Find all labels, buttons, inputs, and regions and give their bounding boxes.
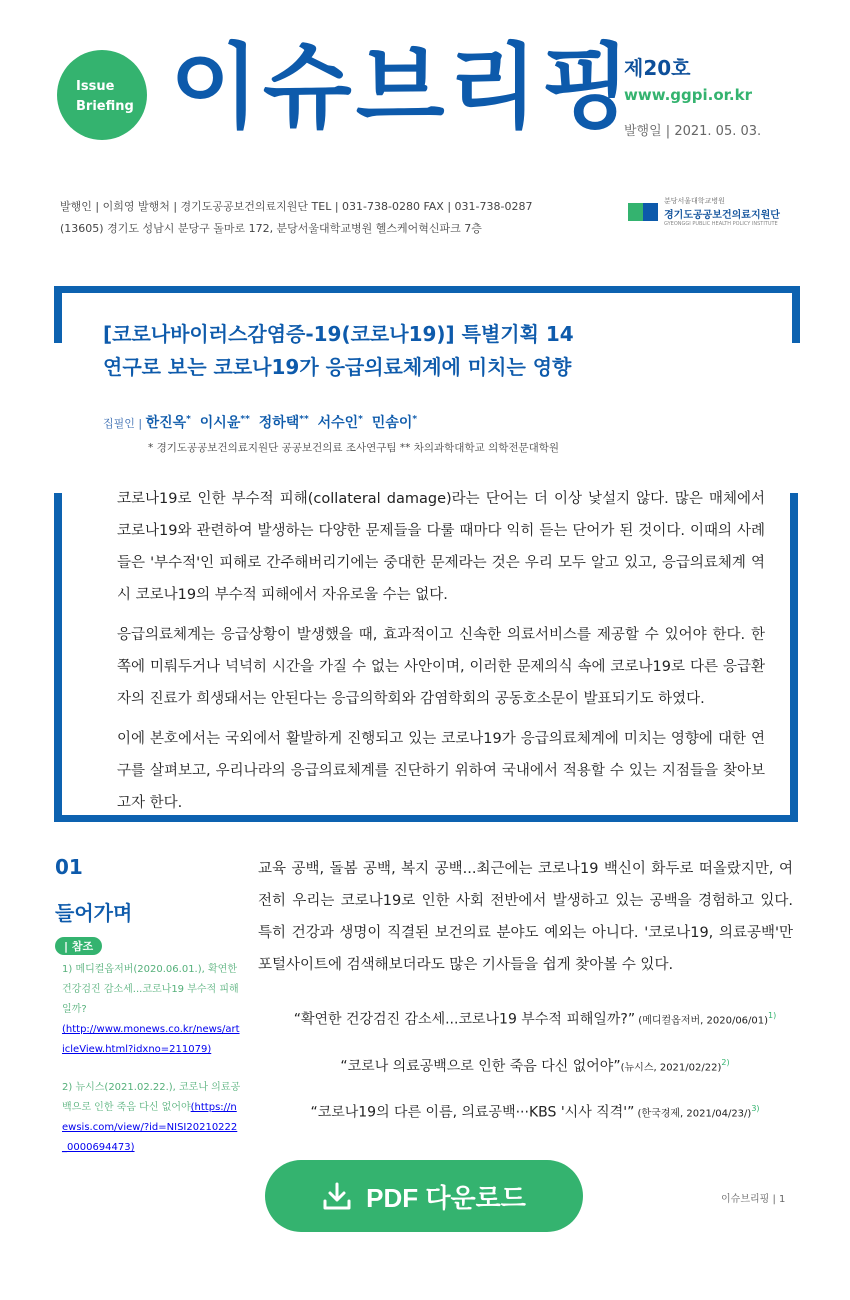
frame-right-top [792, 286, 800, 343]
article-title: [코로나바이러스감염증-19(코로나19)] 특별기획 14 연구로 보는 코로나19가 응급의료체계에 미치는 영향 [103, 322, 574, 379]
publisher-info: 발행인 | 이희영 발행처 | 경기도공공보건의료지원단 TEL | 031-738-0280 FAX | 031-738-0287 (13605) 경기도 성남시 분당구 돌마로 172, 분당서울대학교병원 헬스케어혁신파크 7층 [60, 200, 533, 235]
section-number: 01 [55, 855, 83, 879]
org-logo: 분당서울대학교병원 경기도공공보건의료지원단 GYEONGGI PUBLIC HEALTH POLICY INSTITUTE [628, 196, 780, 227]
author: 정하택** [258, 414, 309, 431]
frame-top [54, 286, 800, 293]
reference-link[interactable]: (http://www.monews.co.kr/news/articleView.html?idxno=211079) [62, 1024, 240, 1055]
author-affiliations: * 경기도공공보건의료지원단 공공보건의료 조사연구팀 ** 차의과학대학교 의학전문대학원 [148, 442, 560, 454]
org-logo-icon [628, 203, 658, 221]
paragraph: 이에 본호에서는 국외에서 활발하게 진행되고 있는 코로나19가 응급의료체계에 미치는 영향에 대한 연구를 살펴보고, 우리나라의 응급의료체계를 진단하기 위하여 국내에서 적용할 수 있는 지점들을 찾아보고자 한다. [117, 731, 765, 811]
publication-title: 이슈브리핑 [170, 34, 635, 141]
reference-link[interactable]: (https://newsis.com/view/?id=NISI20210222_0000694473) [62, 1102, 238, 1153]
authors: 집필인 | 한진옥* 이시윤** 정하택** 서수인* 민솜이* [103, 414, 418, 431]
frame-left-bottom [54, 493, 62, 822]
issue-briefing-badge: Issue Briefing [57, 50, 147, 140]
section-title: 들어가며 [55, 901, 133, 925]
quote: “확연한 건강검진 감소세...코로나19 부수적 피해일까?” (메디컬옵저버, 2020/06/01)$^{1)}$ [293, 1011, 777, 1028]
reference-item: 1) 메디컬옵저버(2020.06.01.), 확연한 건강검진 감소세...코로나19 부수적 피해일까? (http://www.monews.co.kr/news/articleView.html?idxno=211079) [62, 964, 240, 1055]
headline-quotes [250, 995, 820, 1135]
author: 민솜이* [371, 414, 418, 431]
frame-left-top [54, 286, 62, 343]
pdf-download-button[interactable]: PDF 다운로드 [265, 1160, 583, 1232]
issue-number: 제20호 [624, 56, 691, 80]
quote: “코로나 의료공백으로 인한 죽음 다신 없어야”(뉴시스, 2021/02/22)$^{2)}$ [340, 1057, 730, 1075]
reference-badge: | 참조 [55, 937, 102, 955]
author: 한진옥* [145, 414, 191, 431]
author: 서수인* [317, 414, 363, 431]
paragraph: 코로나19로 인한 부수적 피해(collateral damage)라는 단어는 더 이상 낯설지 않다. 많은 매체에서 코로나19와 관련하여 발생하는 다양한 문제들을 다룰 때마다 익히 듣는 단어가 된 것이다. 이때의 사례들은 '부수적'인 피해로 간주해버리기에는 중대한 문제라는 것은 우리 모두 알고 있고, 응급의료체계 역시 코로나19의 부수적 피해에서 자유로울 수는 없다. [117, 491, 765, 603]
intro-summary [117, 483, 765, 827]
frame-right-bottom [790, 493, 798, 822]
page-number: 이슈브리핑 | 1 [721, 1194, 786, 1205]
paragraph: 응급의료체계는 응급상황이 발생했을 때, 효과적이고 신속한 의료서비스를 제공할 수 있어야 한다. 한쪽에 미뤄두거나 넉넉히 시간을 가질 수 없는 사안이며, 이러한 문제의식 속에 코로나19로 다른 응급환자의 진료가 희생돼서는 안된다는 응급의학회와 감염학회의 공동호소문이 발표되기도 하였다. [117, 627, 765, 707]
publish-date: 발행일 | 2021. 05. 03. [624, 124, 762, 139]
website-link[interactable]: www.ggpi.or.kr [624, 86, 752, 104]
download-icon [322, 1181, 352, 1211]
section-body: 교육 공백, 돌봄 공백, 복지 공백...최근에는 코로나19 백신이 화두로 떠올랐지만, 여전히 우리는 코로나19로 인한 사회 전반에서 발생하고 있는 공백을 경험하고 있다. 특히 건강과 생명이 직결된 보건의료 분야도 예외는 아니다. '코로나19, 의료공백'만 포털사이트에 검색해보더라도 많은 기사들을 쉽게 찾아볼 수 있다. [258, 861, 793, 973]
references [62, 960, 242, 1176]
reference-item: 2) 뉴시스(2021.02.22.), 코로나 의료공백으로 인한 죽음 다신 없어야(https://newsis.com/view/?id=NISI20210222_0000694473) [62, 1082, 241, 1153]
author: 이시윤** [199, 414, 250, 431]
quote: “코로나19의 다른 이름, 의료공백···KBS '시사 직격'” (한국경제, 2021/04/23/)$^{3)}$ [310, 1104, 760, 1121]
